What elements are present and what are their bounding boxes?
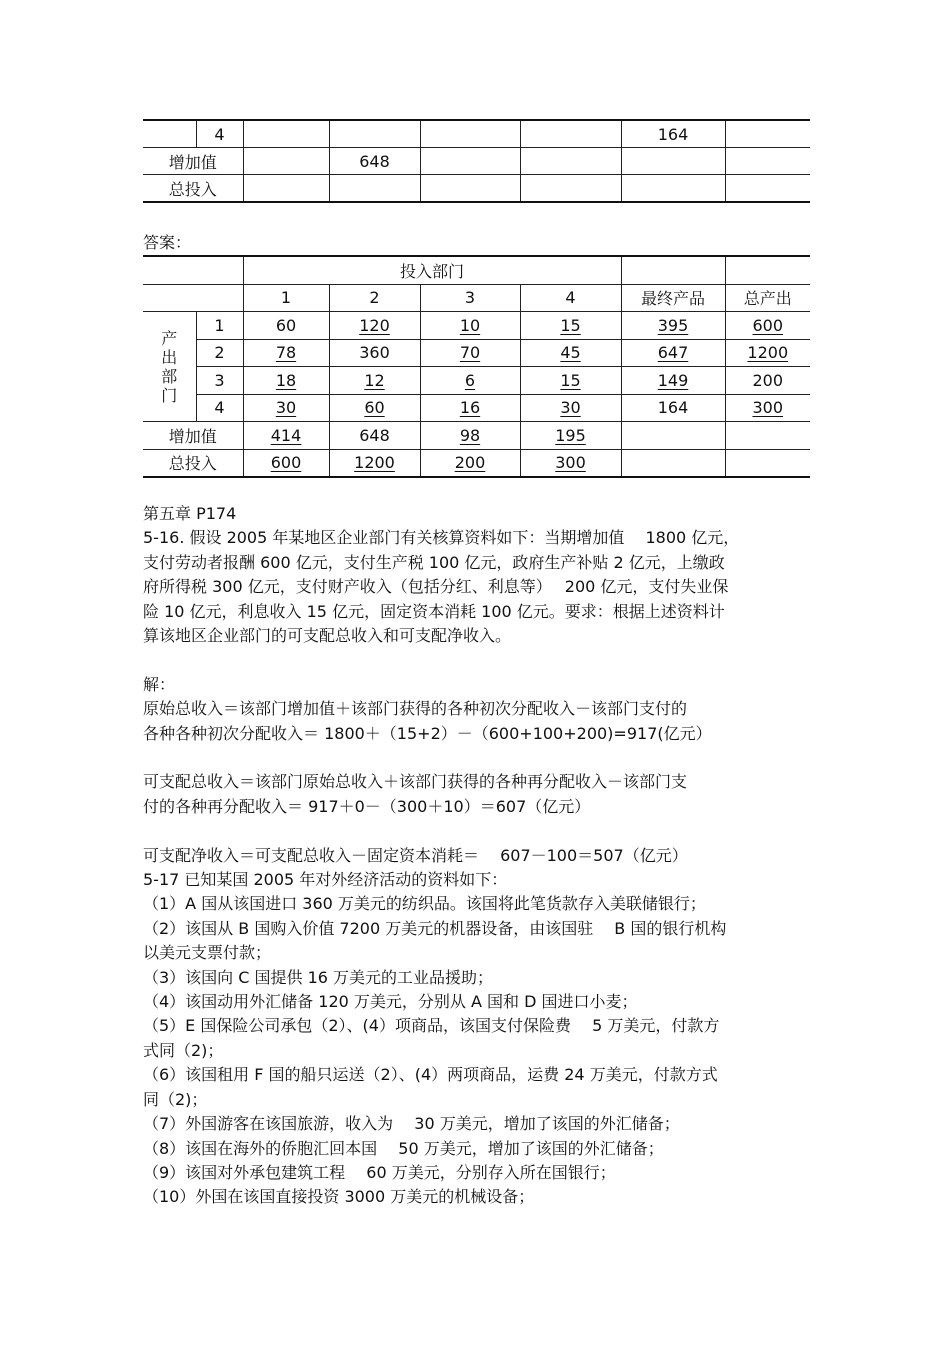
cell-value: 16 [459, 398, 481, 418]
blank-line [143, 648, 813, 672]
text-line: （3）该国向 C 国提供 16 万美元的工业品援助； [143, 967, 494, 987]
table-cell [621, 449, 725, 477]
cell-value: 600 [270, 453, 302, 473]
table-cell [725, 449, 810, 477]
cell-value: 414 [270, 425, 302, 445]
table-cell [243, 339, 329, 367]
body-text [143, 502, 813, 1210]
row-label-value-added: 增加值 [143, 148, 243, 175]
cell-value: 149 [657, 370, 689, 390]
table-cell [621, 175, 725, 203]
cell-value: 300 [555, 453, 586, 473]
row-group-output-sectors: 产 出 部 门 [143, 312, 196, 422]
text-line: 同（2)； [143, 1089, 208, 1109]
column-header: 4 [520, 284, 621, 312]
text-line: 各种各种初次分配收入＝ 1800＋（15+2）－（600+100+200)=917(亿元） [143, 723, 712, 743]
cell-value: 647 [657, 343, 689, 363]
text-line: 解： [143, 674, 176, 694]
cell-value: 395 [657, 315, 689, 335]
text-line: 支付劳动者报酬 600 亿元，支付生产税 100 亿元，政府生产补贴 2 亿元，上缴政 [143, 552, 725, 572]
text-line: （7）外国游客在该国旅游，收入为 30 万美元，增加了该国的外汇储备； [143, 1114, 680, 1134]
table-header-row [143, 256, 810, 284]
corner-cell [143, 284, 243, 312]
table-row-value-added [143, 422, 810, 450]
cell-value: 10 [459, 315, 481, 335]
table-cell [329, 367, 420, 395]
cell-value: 195 [555, 425, 586, 445]
table-cell [420, 120, 520, 148]
table-cell [520, 422, 621, 450]
table-cell: 4 [196, 120, 243, 148]
cell-value: 200 [752, 370, 784, 390]
table-cell [420, 449, 520, 477]
text-line: 第五章 P174 [143, 504, 237, 523]
table-continuation [143, 119, 810, 203]
table-cell [420, 394, 520, 422]
table-cell [725, 367, 810, 395]
text-line: 府所得税 300 亿元，支付财产收入（包括分红、利息等） 200 亿元，支付失业保 [143, 577, 729, 597]
table-cell [621, 367, 725, 395]
text-line: （8）该国在海外的侨胞汇回本国 50 万美元，增加了该国的外汇储备； [143, 1138, 664, 1158]
table-cell [243, 148, 329, 175]
table-cell [329, 312, 420, 340]
table-cell [329, 422, 420, 450]
table-cell [243, 449, 329, 477]
cell-value: 60 [275, 315, 297, 335]
corner-cell [143, 256, 243, 284]
cell-value: 1200 [747, 343, 789, 363]
row-label-total-input: 总投入 [143, 449, 243, 477]
text-line: 5-17 已知某国 2005 年对外经济活动的资料如下： [143, 870, 508, 890]
column-header: 2 [329, 284, 420, 312]
text-line: （4）该国动用外汇储备 120 万美元，分别从 A 国和 D 国进口小麦； [143, 992, 638, 1012]
table-header-row [143, 284, 810, 312]
table-cell [243, 367, 329, 395]
answer-label: 答案： [143, 233, 192, 252]
cell-value: 120 [359, 315, 390, 335]
cell-value: 18 [275, 370, 297, 390]
row-label-value-added: 增加值 [143, 422, 243, 450]
column-header: 3 [420, 284, 520, 312]
text-line: 5-16. 假设 2005 年某地区企业部门有关核算资料如下：当期增加值 1800 亿元， [143, 528, 740, 548]
cell-value: 200 [454, 453, 486, 473]
text-line: （9）该国对外承包建筑工程 60 万美元，分别存入所在国银行； [143, 1162, 616, 1182]
text-line: （10）外国在该国直接投资 3000 万美元的机械设备； [143, 1187, 535, 1207]
table-cell [329, 394, 420, 422]
table-cell [243, 312, 329, 340]
table-cell [243, 175, 329, 203]
table-cell [243, 394, 329, 422]
table-row [143, 120, 810, 148]
text-line: （2）该国从 B 国购入价值 7200 万美元的机器设备，由该国驻 B 国的银行机构 [143, 918, 727, 938]
table-cell [725, 256, 810, 284]
cell-value: 360 [359, 343, 390, 363]
table-cell [420, 312, 520, 340]
answer-table [143, 255, 810, 478]
table-cell: 648 [329, 148, 420, 175]
table-cell [420, 422, 520, 450]
table-cell [520, 312, 621, 340]
table-row [143, 367, 810, 395]
cell-value: 164 [657, 398, 689, 418]
table-cell [329, 120, 420, 148]
table-cell [725, 394, 810, 422]
blank-line [143, 819, 813, 843]
blank-line [143, 746, 813, 770]
header-input-sectors: 投入部门 [243, 256, 621, 284]
table-cell [520, 339, 621, 367]
text-line: （1）A 国从该国进口 360 万美元的纺织品。该国将此笔货款存入美联储银行； [143, 894, 706, 914]
table-row [143, 175, 810, 203]
text-line: 以美元支票付款； [143, 943, 272, 963]
table-cell [520, 120, 621, 148]
table-cell: 164 [621, 120, 725, 148]
cell-value: 15 [560, 315, 581, 335]
text-line: 付的各种再分配收入＝ 917＋0－（300＋10）＝607（亿元） [143, 796, 591, 816]
table-cell [621, 394, 725, 422]
text-line: 原始总收入＝该部门增加值＋该部门获得的各种初次分配收入－该部门支付的 [143, 699, 688, 719]
column-header-final-product: 最终产品 [621, 284, 725, 312]
row-id: 2 [196, 339, 243, 367]
table-cell [329, 339, 420, 367]
table-cell [420, 148, 520, 175]
row-id: 1 [196, 312, 243, 340]
table-cell [725, 312, 810, 340]
table-cell [520, 449, 621, 477]
cell-value: 60 [364, 398, 385, 418]
table-cell [725, 175, 810, 203]
table-cell [420, 175, 520, 203]
table-cell [329, 175, 420, 203]
table-row [143, 394, 810, 422]
table-cell [520, 394, 621, 422]
cell-value: 1200 [354, 453, 395, 473]
row-label-total-input: 总投入 [143, 175, 243, 203]
cell-value: 30 [275, 398, 297, 418]
cell-value: 78 [275, 343, 297, 363]
table-cell [621, 312, 725, 340]
table-cell [621, 256, 725, 284]
cell-value: 15 [560, 370, 581, 390]
table-row [143, 148, 810, 175]
column-header-total-output: 总产出 [725, 284, 810, 312]
text-line: 式同（2)； [143, 1040, 224, 1060]
table-cell [621, 148, 725, 175]
cell-value: 30 [560, 398, 581, 418]
cell-value: 648 [359, 425, 390, 445]
table-cell [520, 367, 621, 395]
table-cell [621, 422, 725, 450]
table-row-total-input [143, 449, 810, 477]
table-cell [243, 120, 329, 148]
table-cell [725, 148, 810, 175]
table-cell [520, 175, 621, 203]
cell-value: 300 [752, 398, 784, 418]
table-cell [621, 339, 725, 367]
cell-value: 45 [560, 343, 581, 363]
text-line: 算该地区企业部门的可支配总收入和可支配净收入。 [143, 626, 512, 646]
cell-value: 6 [464, 370, 476, 390]
row-id: 3 [196, 367, 243, 395]
table-cell [520, 148, 621, 175]
table-cell [725, 120, 810, 148]
cell-value: 600 [752, 315, 784, 335]
text-line: 可支配总收入＝该部门原始总收入＋该部门获得的各种再分配收入－该部门支 [143, 772, 688, 792]
table-row [143, 312, 810, 340]
text-line: 可支配净收入＝可支配总收入－固定资本消耗＝ 607－100＝507（亿元） [143, 845, 688, 865]
table-cell [143, 120, 196, 148]
table-cell [329, 449, 420, 477]
table-row [143, 339, 810, 367]
text-line: （5）E 国保险公司承包（2）、(4）项商品，该国支付保险费 5 万美元，付款方 [143, 1016, 720, 1036]
table-cell [420, 367, 520, 395]
table-cell [243, 422, 329, 450]
cell-value: 12 [364, 370, 385, 390]
column-header: 1 [243, 284, 329, 312]
table-cell [420, 339, 520, 367]
text-line: 险 10 亿元，利息收入 15 亿元，固定资本消耗 100 亿元。要求：根据上述资料计 [143, 601, 725, 621]
row-id: 4 [196, 394, 243, 422]
table-cell [725, 339, 810, 367]
cell-value: 98 [459, 425, 481, 445]
table-cell [725, 422, 810, 450]
cell-value: 70 [459, 343, 481, 363]
text-line: （6）该国租用 F 国的船只运送（2）、(4）两项商品，运费 24 万美元，付款方式 [143, 1065, 718, 1085]
